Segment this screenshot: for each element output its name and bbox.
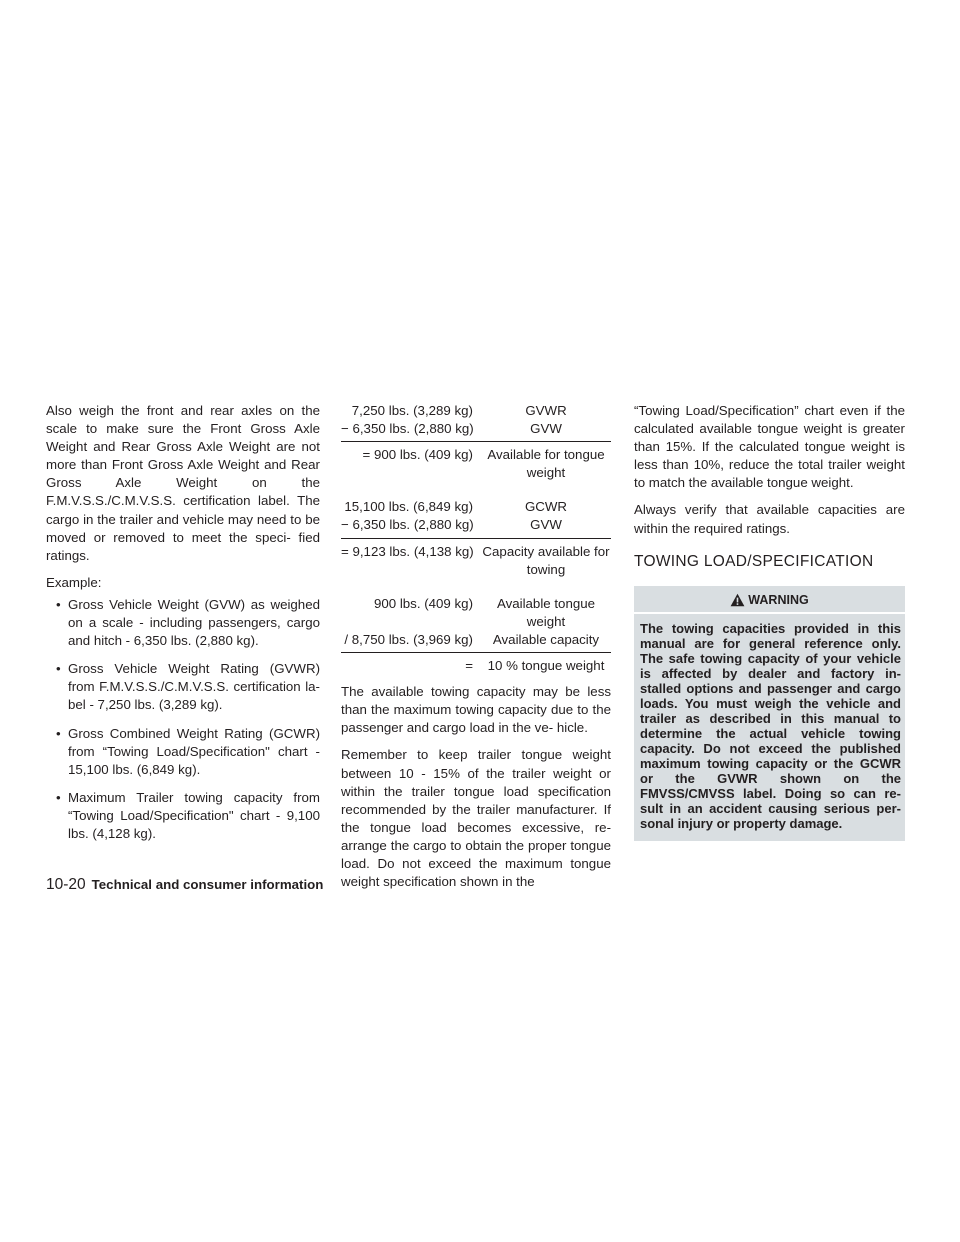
calc-row [341,543,611,579]
calc-label: GVW [530,421,562,437]
column-right [634,402,905,841]
calc-value: 7,250 lbs. (3,289 kg) [351,403,473,418]
calc-label: GVW [530,517,562,533]
page-number: 10-20 [46,876,86,893]
calc-value: = 9,123 lbs. (4,138 kg) [341,543,474,559]
tongue-weight-paragraph: Remember to keep trailer tongue weight between 10 - 15% of the trailer weight or within the trailer tongue load specification recommended by the trailer manufacturer. If the tongue load becomes excessive, re- arrange the cargo to obtain the proper tongue load. Do not exceed the maximum tongue weight specification shown in the [341,747,611,890]
warning-header [634,586,905,614]
example-list [46,596,320,843]
chart-paragraph: “Towing Load/Specification” chart even if the calculated available tongue weight is greater than 15%. If the calculated tongue weight is less than 10%, reduce the total trailer weight to match the available tongue weight. [634,403,905,491]
calc-value: / 8,750 lbs. (3,969 kg) [344,631,473,647]
calc-row [341,402,611,420]
calc-value: = 900 lbs. (409 kg) [362,447,473,463]
calc-row [341,420,611,442]
calc-label: Available capacity [492,631,600,647]
example-label: Example: [46,574,102,590]
intro-paragraph: Also weigh the front and rear axles on the scale to make sure the Front Gross Axle Weight and Rear Gross Axle Weight are not more than Front Gross Axle Weight and Rear Gross Axle Weight on the F.M.V.S.S./C.M.V.S.S. certification label. The cargo in the trailer and vehicle may need to be moved or removed to meet the speci- fied ratings. [46,403,320,563]
calc-label: GVWR [525,403,567,418]
list-item: • Maximum Trailer towing capacity from “Towing Load/Specification" chart - 9,100 lbs. (4,128 kg). [46,789,320,843]
calc-label: Available for tongue weight [487,447,605,481]
calc-value: − 6,350 lbs. (2,880 kg) [341,517,474,533]
calc-row [341,446,611,482]
warning-title: WARNING [748,592,809,607]
calc-label: Available tongue weight [496,595,596,629]
capacity-paragraph: The available towing capacity may be less than the maximum towing capacity due to the passenger and cargo load in the ve- hicle. [341,684,611,736]
list-item: • Gross Combined Weight Rating (GCWR) from “Towing Load/Specification" chart - 15,100 lbs. (6,849 kg). [46,725,320,779]
list-item: • Gross Vehicle Weight Rating (GVWR) from F.M.V.S.S./C.M.V.S.S. certification la- bel - 7,250 lbs. (3,289 kg). [46,660,320,714]
calc-row [341,631,611,653]
section-heading: TOWING LOAD/SPECIFICATION [634,552,874,570]
page-footer [46,876,323,894]
list-item: • Gross Vehicle Weight (GVW) as weighed on a scale - including passengers, cargo and hitch - 6,350 lbs. (2,880 kg). [46,596,320,650]
calculation-table [341,402,611,675]
calc-label: GCWR [524,499,568,515]
calc-row [341,595,611,631]
warning-text: The towing capacities provided in this manual are for general reference only. The safe towing capacity of your vehicle is affected by dealer and factory in- stalled options and passenger and cargo loads. You must weigh the vehicle and trailer as described in this manual to determine the actual vehicle towing capacity. Do not exceed the published maximum towing capacity or the GCWR or the GVWR shown on the FMVSS/CMVSS label. Doing so can re- sult in an accident causing serious per- sonal injury or property damage. [640,620,901,831]
section-title: Technical and consumer information [91,877,324,892]
verify-paragraph: Always verify that available capacities are within the required ratings. [634,502,905,536]
calc-value: 900 lbs. (409 kg) [373,595,473,611]
calc-value: = [465,658,473,674]
column-middle [341,402,611,900]
calc-value: − 6,350 lbs. (2,880 kg) [341,421,474,437]
warning-box [634,586,905,841]
calc-row [341,498,611,516]
calc-row [341,516,611,538]
calc-row [341,657,611,675]
calc-value: 15,100 lbs. (6,849 kg) [344,499,473,515]
calc-label: 10 % tongue weight [487,658,605,674]
warning-triangle-icon [730,593,748,607]
column-left [46,402,320,853]
calc-label: Capacity available for towing [482,543,610,577]
